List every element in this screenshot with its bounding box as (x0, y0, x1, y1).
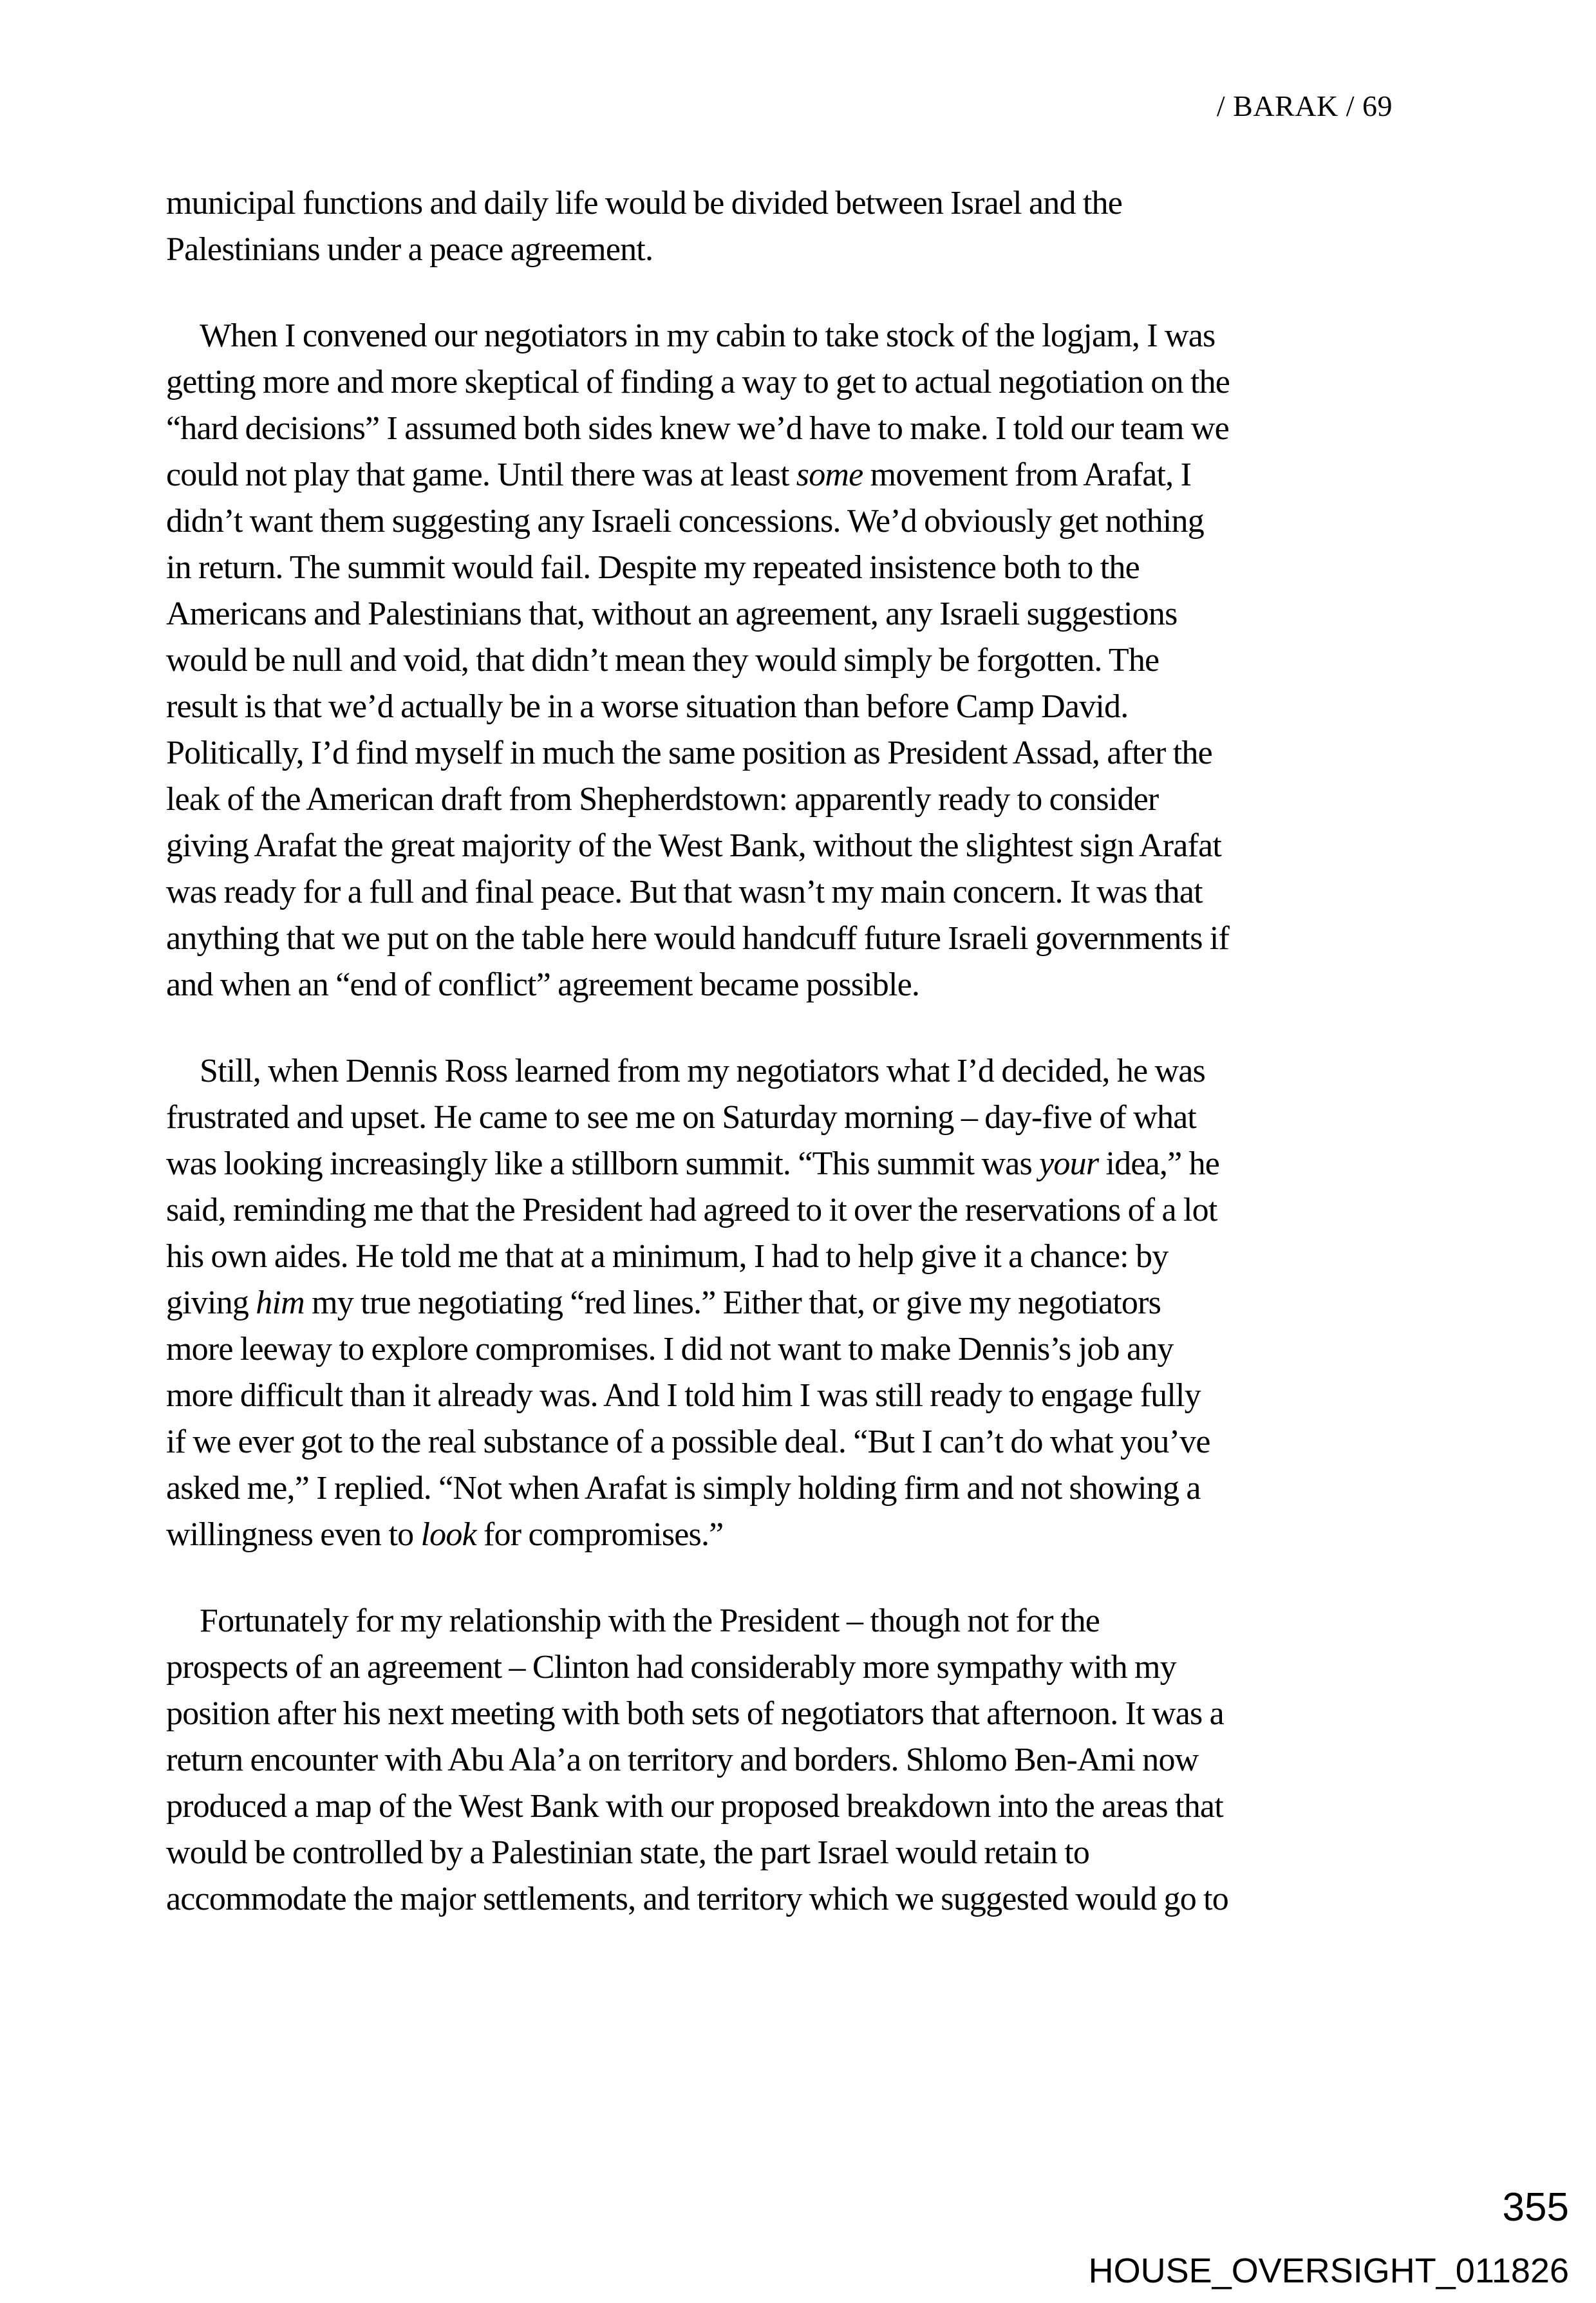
page-number: 355 (1502, 2185, 1569, 2230)
italic-word: some (796, 456, 863, 493)
bates-stamp: HOUSE_OVERSIGHT_011826 (1088, 2251, 1569, 2290)
running-header: / BARAK / 69 (1216, 89, 1393, 122)
paragraph: municipal functions and daily life would be divided between Israel and the Palestinians under a peace agreement. (166, 185, 1123, 268)
paragraph: Fortunately for my relationship with the President – though not for the prospects of an agreement – Clinton had considerably more sympathy with my position after his next meeting with both sets of negotiators that afternoon. It was a return encounter with Abu Ala’a on territory and borders. Shlomo Ben-Ami now produced a map of the West Bank with our proposed breakdown into the areas that would be controlled by a Palestinian state, the part Israel would retain to accommodate the major settlements, and territory which we suggested would go to (166, 1603, 1229, 1917)
paragraph: Still, when Dennis Ross learned from my negotiators what I’d decided, he was frustrated and upset. He came to see me on Saturday morning – day-five of what was looking increasingly like a stillborn summit. “This summit was your idea,” he said, reminding me that the President had agreed to it over the reservations of a lot his own aides. He told me that at a minimum, I had to help give it a chance: by giving him my true negotiating “red lines.” Either that, or give my negotiators more leeway to explore compromises. I did not want to make Dennis’s job any more difficult than it already was. And I told him I was still ready to engage fully if we ever got to the real substance of a possible deal. “But I can’t do what you’ve asked me,” I replied. “Not when Arafat is simply holding firm and not showing a willingness even to look for compromises.” (166, 1053, 1220, 1553)
text-block (166, 180, 1418, 1962)
italic-word: your (1039, 1145, 1099, 1182)
italic-word: him (256, 1284, 305, 1321)
paragraph: When I convened our negotiators in my cabin to take stock of the logjam, I was getting more and more skeptical of finding a way to get to actual negotiation on the “hard decisions” I assumed both sides knew we’d have to make. I told our team we could not play that game. Until there was at least some movement from Arafat, I didn’t want them suggesting any Israeli concessions. We’d obviously get nothing in return. The summit would fail. Despite my repeated insistence both to the Americans and Palestinians that, without an agreement, any Israeli suggestions would be null and void, that didn’t mean they would simply be forgotten. The result is that we’d actually be in a worse situation than before Camp David. Politically, I’d find myself in much the same position as President Assad, after the leak of the American draft from Shepherdstown: apparently ready to consider giving Arafat the great majority of the West Bank, without the slightest sign Arafat was ready for a full and final peace. But that wasn’t my main concern. It was that anything that we put on the table here would handcuff future Israeli governments if and when an “end of conflict” agreement became possible. (166, 317, 1230, 1003)
italic-word: look (420, 1516, 476, 1553)
